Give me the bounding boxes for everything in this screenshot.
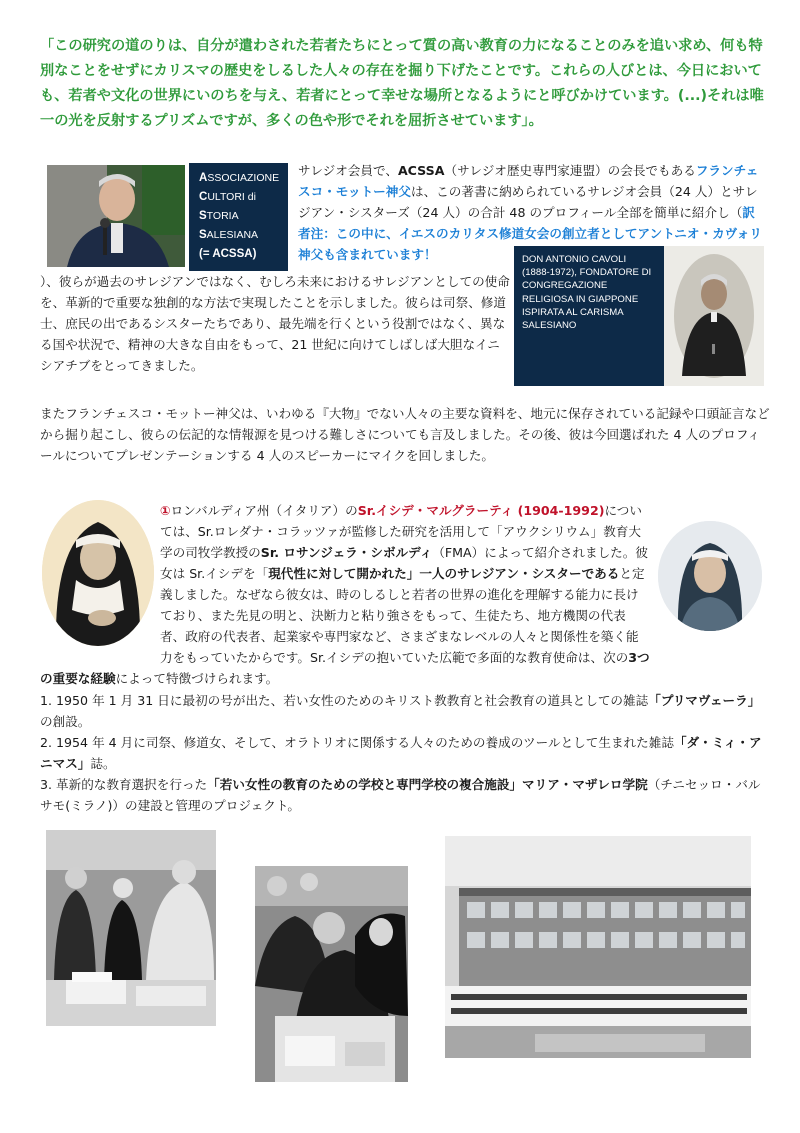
photo-school-building [445,836,751,1058]
list-item-mazzarello-institute: 3. 革新的な教育選択を行った「若い女性の教育のための学校と専門学校の複合施設」マリア・マザレロ学院（チニセッロ・バルサモ(ミラノ)）の建設と管理のプロジェクト。 [40,777,761,813]
list-item-da-mihi-animas: 2. 1954 年 4 月に司祭、修道女、そして、オラトリオに関係する人々のための養成のツールとして生まれた雑誌「ダ・ミィ・アニマス」誌。 [40,735,762,771]
list-item-primavera: 1. 1950 年 1 月 31 日に最初の号が出た、若い女性のためのキリスト教教育と社会教育の道具としての雑誌「プリマヴェーラ」の創設。 [40,693,761,729]
photo-signing-ceremony [255,866,408,1082]
photo-francesco-motto [47,165,185,267]
translator-note: 訳者注：この中に、イエスのカリタス修道女会の創立者としてアントニオ・カヴォリ神父も含まれています！ [298,205,762,262]
sister-name-highlight: Sr.イシデ・マルグラーティ (1904-1992) [357,503,605,518]
photo-antonio-cavoli [664,246,764,386]
acssa-logo: ASSOCIAZIONE CULTORI di STORIA SALESIANA (= ACSSA) [189,163,288,271]
paragraph-motto-sources: またフランチェスコ・モットー神父は、いわゆる『大物』でない人々の主要な資料を、地元に保存されている記録や口頭証言などから掘り起こし、彼らの伝記的な情報源を見つける難しさについても言及しました。その後、彼は今回選ばれた 4 人のプロフィールについてプレゼンテーションする 4 人のスピーカーにマイクを回しました。 [40,406,770,463]
paragraph-motto-body: ）、彼らが過去のサレジアンではなく、むしろ未来におけるサレジアンとしての使命を、革新的で重要な独創的な方法で実現したことを示しました。彼らは司祭、修道士、庶民の出であるシスターたちであり、最先端を行くという役割ではなく、異なる国や状況で、精神の大きな自由をもって、21 世紀に向けてしばしば大胆なイニシアチブをとってきました。 [40,274,510,373]
opening-quote: 「この研究の道のりは、自分が遣わされた若者たちにとって質の高い教育の力になることのみを追い求め、何も特別なことをせずにカリスマの歴史をしるした人々の存在を掘り下げたことです。これらの人びとは、今日においても、若者や文化の世界にいのちを与え、若者にとって幸せな場所となるようにと呼びかけています。(...)それは唯一の光を反射するプリズムですが、多くの色や形でそれを屈折させています」。 [40,38,764,129]
photo-model-presentation [46,830,216,1026]
cavoli-caption: DON ANTONIO CAVOLI (1888-1972), FONDATORE DI CONGREGAZIONE RELIGIOSA IN GIAPPONE ISPIRATA AL CARISMA SALESIANO [514,246,664,386]
paragraph-motto-intro: サレジオ会員で、ACSSA（サレジオ歴史専門家連盟）の会長でもあるフランチェスコ・モットー神父は、この著書に納められているサレジオ会員（24 人）とサレジアン・シスターズ（24 人）の合計 48 のプロフィール全部を簡単に紹介し（訳者注：この中に、イエスのカリタス修道女会の創立者としてアントニオ・カヴォリ神父も含まれています！ [298,163,762,262]
paragraph-isidea: ①ロンバルディア州（イタリア）のSr.イシデ・マルグラーティ (1904-1992)については、Sr.ロレダナ・コラッツァが監修した研究を活用して「アウクシリウム」教育大学の司牧学教授のSr. ロサンジェラ・シボルディ（FMA）によって紹介されました。彼女は Sr.イシデを「現代性に対して開かれた」一人のサレジアン・シスターであると定義しました。なぜなら彼女は、時のしるしと若者の世界の進化を理解する能力に長けており、また先見の明と、決断力と粘り強さをもって、生徒たち、地方機関の代表者、政府の代表者、起業家や専門家など、さまざまなレベルの人々と関係性を築く能力をもっていたからです。Sr.イシデの抱いていた広範で多面的な教育使命は、次の3つの重要な経験によって特徴づけられます。 [40,503,650,686]
